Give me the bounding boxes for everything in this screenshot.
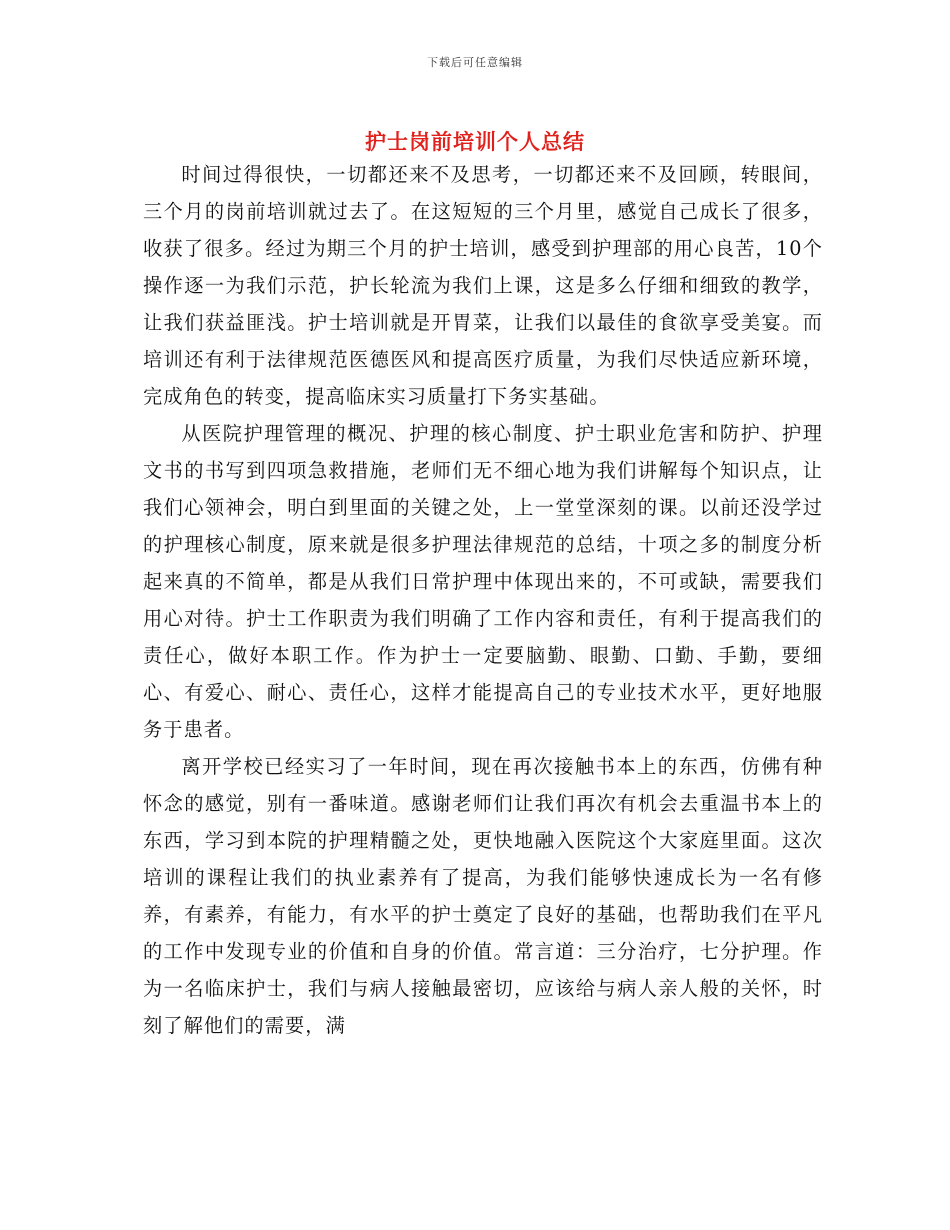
paragraph-2: 从医院护理管理的概况、护理的核心制度、护士职业危害和防护、护理文书的书写到四项急救措施，老师们无不细心地为我们讲解每个知识点，让我们心领神会，明白到里面的关键之处，上一堂堂深刻的课。以前还没学过的护理核心制度，原来就是很多护理法律规范的总结，十项之多的制度分析起来真的不简单，都是从我们日常护理中体现出来的，不可或缺，需要我们用心对待。护士工作职责为我们明确了工作内容和责任，有利于提高我们的责任心，做好本职工作。作为护士一定要脑勤、眼勤、口勤、手勤，要细心、有爱心、耐心、责任心，这样才能提高自己的专业技术水平，更好地服务于患者。 [143, 422, 823, 741]
document-title: 护士岗前培训个人总结 [365, 129, 585, 155]
paragraph-1: 时间过得很快，一切都还来不及思考，一切都还来不及回顾，转眼间，三个月的岗前培训就过去了。在这短短的三个月里，感觉自己成长了很多，收获了很多。经过为期三个月的护士培训，感受到护理部的用心良苦，10个操作逐一为我们示范，护长轮流为我们上课，这是多么仔细和细致的教学，让我们获益匪浅。护士培训就是开胃菜，让我们以最佳的食欲享受美宴。而培训还有利于法律规范医德医风和提高医疗质量，为我们尽快适应新环境，完成角色的转变，提高临床实习质量打下务实基础。 [143, 163, 823, 408]
page-header-note: 下载后可任意编辑 [427, 56, 523, 69]
document-body [143, 156, 823, 1044]
paragraph-3: 离开学校已经实习了一年时间，现在再次接触书本上的东西，仿佛有种怀念的感觉，别有一番味道。感谢老师们让我们再次有机会去重温书本上的东西，学习到本院的护理精髓之处，更快地融入医院这个大家庭里面。这次培训的课程让我们的执业素养有了提高，为我们能够快速成长为一名有修养，有素养，有能力，有水平的护士奠定了良好的基础，也帮助我们在平凡的工作中发现专业的价值和自身的价值。常言道：三分治疗，七分护理。作为一名临床护士，我们与病人接触最密切，应该给与病人亲人般的关怀，时刻了解他们的需要，满 [143, 755, 823, 1037]
